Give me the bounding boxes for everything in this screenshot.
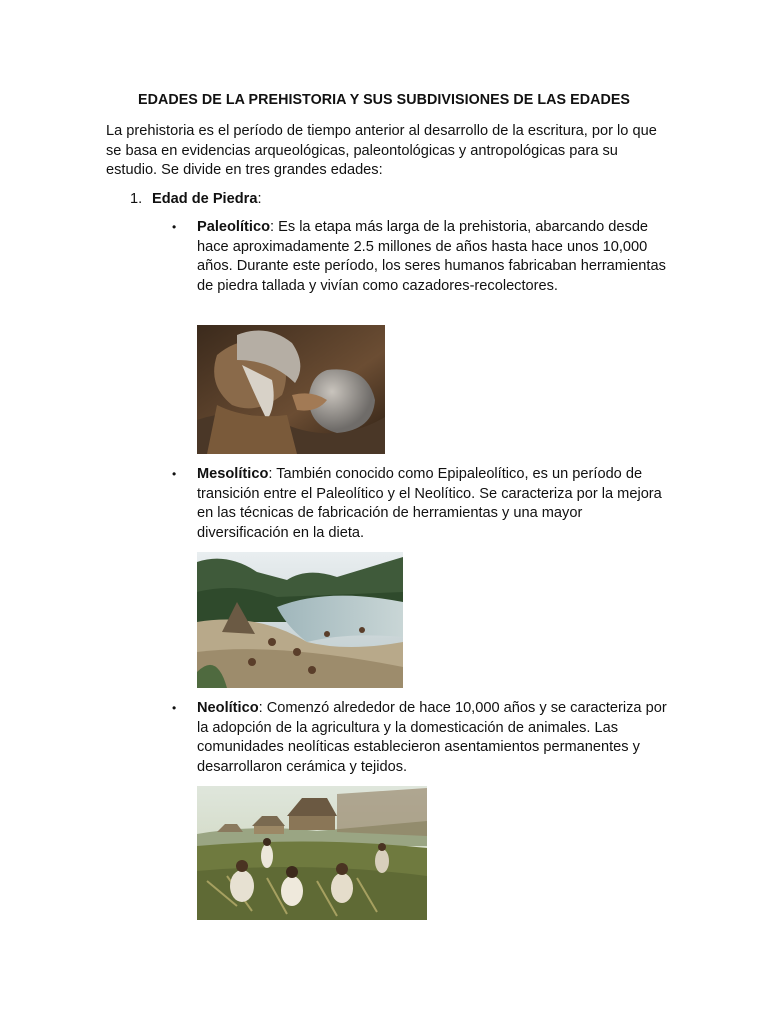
bullet-dot: • (172, 701, 177, 715)
mesolithic-image (197, 552, 403, 688)
term-neolitico: Neolítico (197, 700, 259, 716)
bullet-neolitico-text (197, 699, 667, 777)
intro-paragraph: La prehistoria es el período de tiempo anterior al desarrollo de la escritura, por lo que se basa en evidencias arqueológicas, paleontológicas y antropológicas para su estudio. Se divide en tres grandes edades: (106, 123, 657, 179)
desc-neolitico: : Comenzó alrededor de hace 10,000 años y se caracteriza por la adopción de la agricultura y la domesticación de animales. Las comunidades neolíticas establecieron asentamientos permanentes y desarrollaron cerámica y tejidos. (197, 700, 667, 775)
list-number: 1. (130, 191, 143, 207)
term-mesolitico: Mesolítico (197, 466, 269, 482)
list-heading-colon: : (257, 191, 262, 207)
bullet-dot: • (172, 220, 177, 234)
term-paleolitico: Paleolítico (197, 219, 270, 235)
neolithic-image (197, 786, 427, 920)
bullet-mesolitico-text (197, 465, 667, 543)
desc-paleolitico: : Es la etapa más larga de la prehistoria, abarcando desde hace aproximadamente 2.5 millones de años hasta hace unos 10,000 años. Durante este período, los seres humanos fabricaban herramientas de piedra tallada y vivían como cazadores-recolectores. (197, 219, 666, 294)
desc-mesolitico: : También conocido como Epipaleolítico, es un período de transición entre el Paleolítico y el Neolítico. Se caracteriza por la mejora en las técnicas de fabricación de herramientas y una mayor diversificación en la dieta. (197, 466, 662, 541)
list-heading: Edad de Piedra (152, 191, 258, 207)
paleolithic-image (197, 325, 385, 454)
list-item-edad-de-piedra (130, 190, 262, 210)
bullet-dot: • (172, 467, 177, 481)
bullet-paleolitico-text (197, 218, 667, 296)
document-title: EDADES DE LA PREHISTORIA Y SUS SUBDIVISIONES DE LAS EDADES (137, 92, 630, 108)
